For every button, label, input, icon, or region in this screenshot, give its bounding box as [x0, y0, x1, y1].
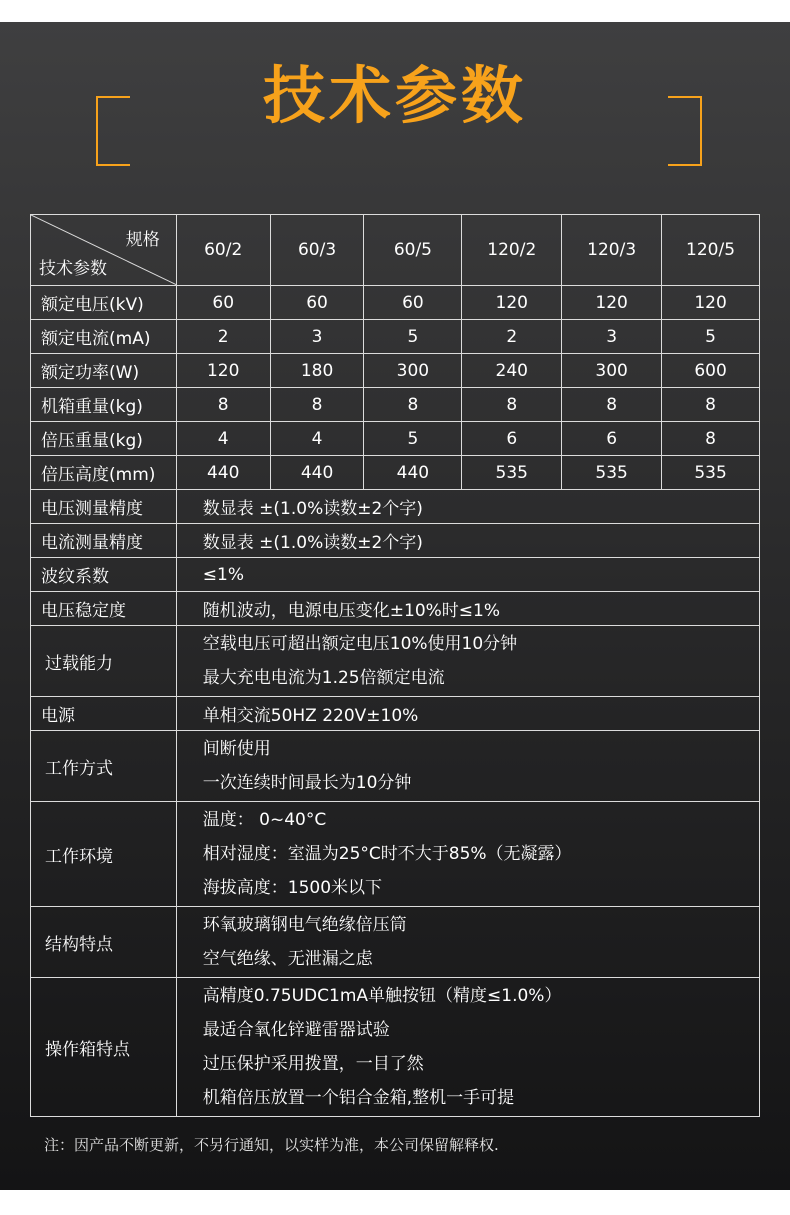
table-header-row: [31, 215, 760, 286]
spec-line: 最大充电电流为1.25倍额定电流: [202, 668, 445, 688]
spec-line: 环氧玻璃钢电气绝缘倍压筒: [202, 915, 407, 935]
value-cell: 180: [270, 354, 364, 388]
spec-value: [176, 907, 759, 978]
table-row: [31, 388, 760, 422]
table-row: [31, 456, 760, 490]
value-cell: 300: [562, 354, 662, 388]
row-label: 额定功率(W): [31, 354, 177, 388]
spec-label: 操作箱特点: [31, 978, 177, 1117]
value-cell: 2: [176, 320, 270, 354]
model-header: 120/2: [462, 215, 562, 286]
spec-line: 最适合氧化锌避雷器试验: [202, 1020, 390, 1040]
value-cell: 3: [270, 320, 364, 354]
spec-line: 相对湿度：室温为25°C时不大于85%（无凝露）: [202, 844, 572, 864]
spec-row: [31, 592, 760, 626]
spec-line: 温度： 0~40°C: [202, 810, 327, 830]
row-label: 额定电压(kV): [31, 286, 177, 320]
value-cell: 60: [270, 286, 364, 320]
spec-line: 过压保护采用拨置，一目了然: [202, 1054, 424, 1074]
value-cell: 535: [462, 456, 562, 490]
value-cell: 4: [176, 422, 270, 456]
value-cell: 440: [364, 456, 462, 490]
spec-line: 数显表 ±(1.0%读数±2个字): [202, 533, 423, 553]
value-cell: 60: [176, 286, 270, 320]
spec-line: 单相交流50HZ 220V±10%: [202, 706, 419, 726]
value-cell: 4: [270, 422, 364, 456]
value-cell: 2: [462, 320, 562, 354]
corner-bottom-label: 技术参数: [39, 259, 107, 279]
corner-cell: [31, 215, 177, 286]
spec-row: [31, 490, 760, 524]
spec-row: [31, 626, 760, 697]
spec-row: [31, 558, 760, 592]
spec-line: 海拔高度：1500米以下: [202, 878, 383, 898]
spec-label: 电压稳定度: [31, 592, 177, 626]
value-cell: 440: [176, 456, 270, 490]
model-header: 120/5: [662, 215, 760, 286]
value-cell: 8: [364, 388, 462, 422]
value-cell: 120: [462, 286, 562, 320]
corner-top-label: 规格: [125, 230, 160, 250]
value-cell: 8: [662, 388, 760, 422]
spec-label: 工作环境: [31, 802, 177, 907]
spec-value: [176, 524, 759, 558]
spec-line: 机箱倍压放置一个铝合金箱,整机一手可提: [202, 1088, 515, 1108]
value-cell: 5: [364, 422, 462, 456]
spec-table: [30, 214, 760, 1117]
value-cell: 120: [662, 286, 760, 320]
spec-label: 结构特点: [31, 907, 177, 978]
spec-row: [31, 802, 760, 907]
value-cell: 440: [270, 456, 364, 490]
table-row: [31, 422, 760, 456]
spec-line: ≤1%: [202, 564, 244, 585]
row-label: 倍压重量(kg): [31, 422, 177, 456]
row-label: 额定电流(mA): [31, 320, 177, 354]
value-cell: 600: [662, 354, 760, 388]
value-cell: 60: [364, 286, 462, 320]
spec-label: 波纹系数: [31, 558, 177, 592]
value-cell: 3: [562, 320, 662, 354]
spec-value: [176, 490, 759, 524]
spec-line: 随机波动，电源电压变化±10%时≤1%: [202, 601, 501, 621]
spec-value: [176, 592, 759, 626]
value-cell: 120: [562, 286, 662, 320]
table-row: [31, 320, 760, 354]
row-label: 倍压高度(mm): [31, 456, 177, 490]
value-cell: 5: [364, 320, 462, 354]
spec-row: [31, 907, 760, 978]
value-cell: 8: [176, 388, 270, 422]
value-cell: 8: [270, 388, 364, 422]
value-cell: 120: [176, 354, 270, 388]
spec-line: 数显表 ±(1.0%读数±2个字): [202, 499, 423, 519]
spec-label: 电流测量精度: [31, 524, 177, 558]
value-cell: 8: [562, 388, 662, 422]
value-cell: 6: [462, 422, 562, 456]
value-cell: 8: [662, 422, 760, 456]
spec-label: 电源: [31, 697, 177, 731]
row-label: 机箱重量(kg): [31, 388, 177, 422]
value-cell: 535: [562, 456, 662, 490]
value-cell: 240: [462, 354, 562, 388]
page-title: 技术参数: [262, 59, 527, 132]
spec-row: [31, 731, 760, 802]
value-cell: 6: [562, 422, 662, 456]
value-cell: 535: [662, 456, 760, 490]
spec-label: 电压测量精度: [31, 490, 177, 524]
title-bracket-right: [668, 96, 702, 166]
spec-line: 间断使用: [202, 739, 271, 759]
table-row: [31, 354, 760, 388]
table-row: [31, 286, 760, 320]
title-bracket-left: [96, 96, 130, 166]
spec-line: 一次连续时间最长为10分钟: [202, 773, 412, 793]
spec-row: [31, 697, 760, 731]
spec-label: 过载能力: [31, 626, 177, 697]
spec-row: [31, 978, 760, 1117]
spec-value: [176, 802, 759, 907]
value-cell: 300: [364, 354, 462, 388]
spec-line: 空载电压可超出额定电压10%使用10分钟: [202, 634, 518, 654]
footnote: 注：因产品不断更新，不另行通知，以实样为准，本公司保留解释权.: [44, 1136, 499, 1154]
spec-value: [176, 731, 759, 802]
spec-value: [176, 697, 759, 731]
model-header: 60/5: [364, 215, 462, 286]
model-header: 60/2: [176, 215, 270, 286]
spec-value: [176, 978, 759, 1117]
value-cell: 5: [662, 320, 760, 354]
spec-line: 空气绝缘、无泄漏之虑: [202, 949, 373, 969]
spec-value: [176, 558, 759, 592]
spec-row: [31, 524, 760, 558]
spec-label: 工作方式: [31, 731, 177, 802]
model-header: 60/3: [270, 215, 364, 286]
model-header: 120/3: [562, 215, 662, 286]
spec-line: 高精度0.75UDC1mA单触按钮（精度≤1.0%）: [202, 986, 562, 1006]
spec-value: [176, 626, 759, 697]
value-cell: 8: [462, 388, 562, 422]
